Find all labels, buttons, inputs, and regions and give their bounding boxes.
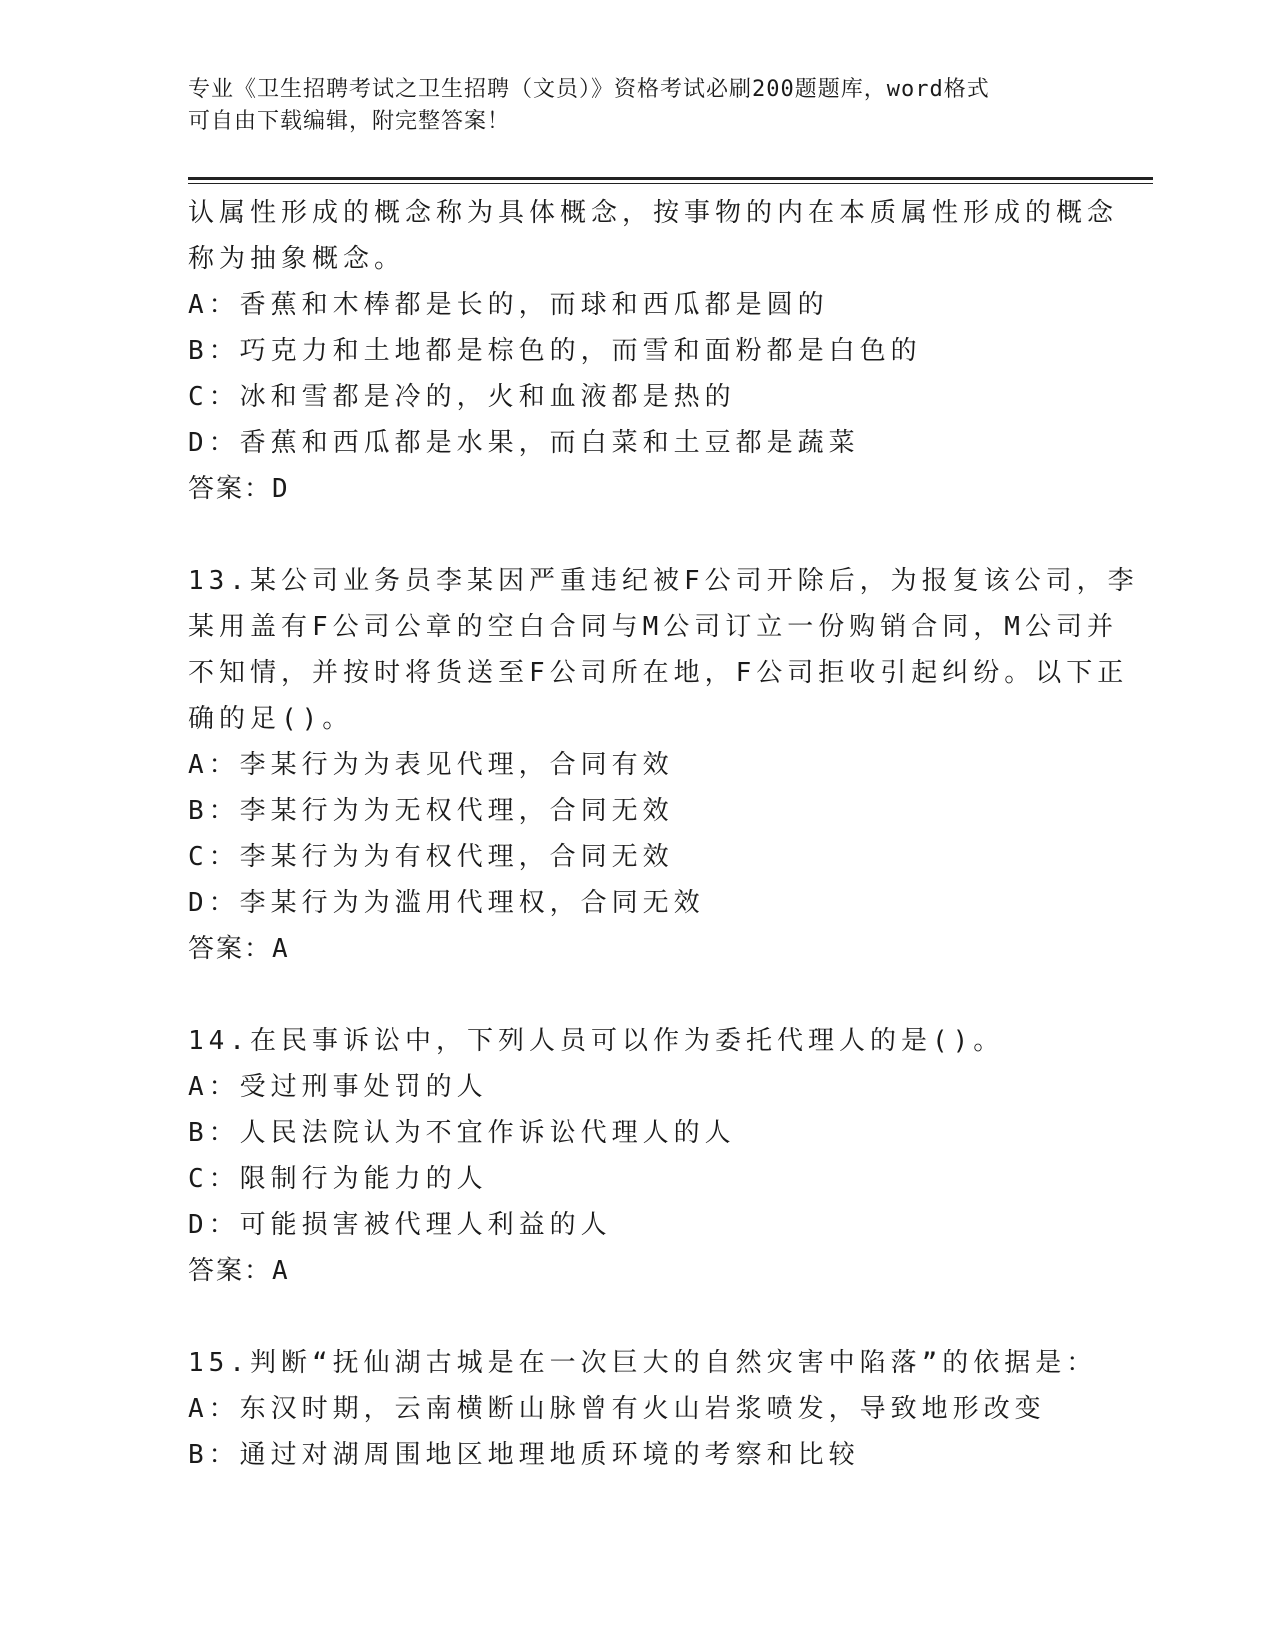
question-text-line: 确的足()。 [188,704,354,734]
option-b: B：巧克力和土地都是棕色的，而雪和面粉都是白色的 [188,336,922,366]
option-a: A：受过刑事处罚的人 [188,1072,488,1102]
question-text-line: 认属性形成的概念称为具体概念，按事物的内在本质属性形成的概念 [188,198,1119,228]
question-text-line: 14.在民事诉讼中，下列人员可以作为委托代理人的是()。 [188,1026,1005,1056]
option-a: A：东汉时期，云南横断山脉曾有火山岩浆喷发，导致地形改变 [188,1394,1046,1424]
option-d: D：可能损害被代理人利益的人 [188,1210,612,1240]
question-text-line: 不知情，并按时将货送至F公司所在地，F公司拒收引起纠纷。以下正 [188,658,1129,688]
option-c: C：冰和雪都是冷的，火和血液都是热的 [188,382,736,412]
question-text-line: 某用盖有F公司公章的空白合同与M公司订立一份购销合同，M公司并 [188,612,1118,642]
option-c: C：李某行为为有权代理，合同无效 [188,842,674,872]
option-d: D：香蕉和西瓜都是水果，而白菜和土豆都是蔬菜 [188,428,860,458]
question-text-line: 15.判断“抚仙湖古城是在一次巨大的自然灾害中陷落”的依据是： [188,1348,1098,1378]
spacer [188,512,1088,558]
question-text-line: 13.某公司业务员李某因严重违纪被F公司开除后，为报复该公司，李 [188,566,1139,596]
header-title-line-2: 可自由下载编辑，附完整答案！ [188,109,511,134]
question-list [188,190,1139,1478]
question-text-line: 称为抽象概念。 [188,244,406,274]
option-b: B：通过对湖周围地区地理地质环境的考察和比较 [188,1440,860,1470]
answer-line: 答案：A [188,934,290,964]
spacer [188,972,1088,1018]
document-header [188,74,1088,138]
header-rule-thin [188,183,1153,184]
question-15 [188,1340,1098,1478]
option-b: B：李某行为为无权代理，合同无效 [188,796,674,826]
header-title-line-1: 专业《卫生招聘考试之卫生招聘（文员）》资格考试必刷200题题库，word格式 [188,77,990,102]
option-a: A：香蕉和木棒都是长的，而球和西瓜都是圆的 [188,290,829,320]
spacer [188,1294,1088,1340]
header-rule-thick [188,177,1153,180]
option-d: D：李某行为为滥用代理权，合同无效 [188,888,705,918]
answer-line: 答案：D [188,474,290,504]
answer-line: 答案：A [188,1256,290,1286]
question-13 [188,558,1139,972]
option-a: A：李某行为为表见代理，合同有效 [188,750,674,780]
question-12-continuation [188,190,1119,512]
option-c: C：限制行为能力的人 [188,1164,488,1194]
question-14 [188,1018,1088,1294]
option-b: B：人民法院认为不宜作诉讼代理人的人 [188,1118,736,1148]
